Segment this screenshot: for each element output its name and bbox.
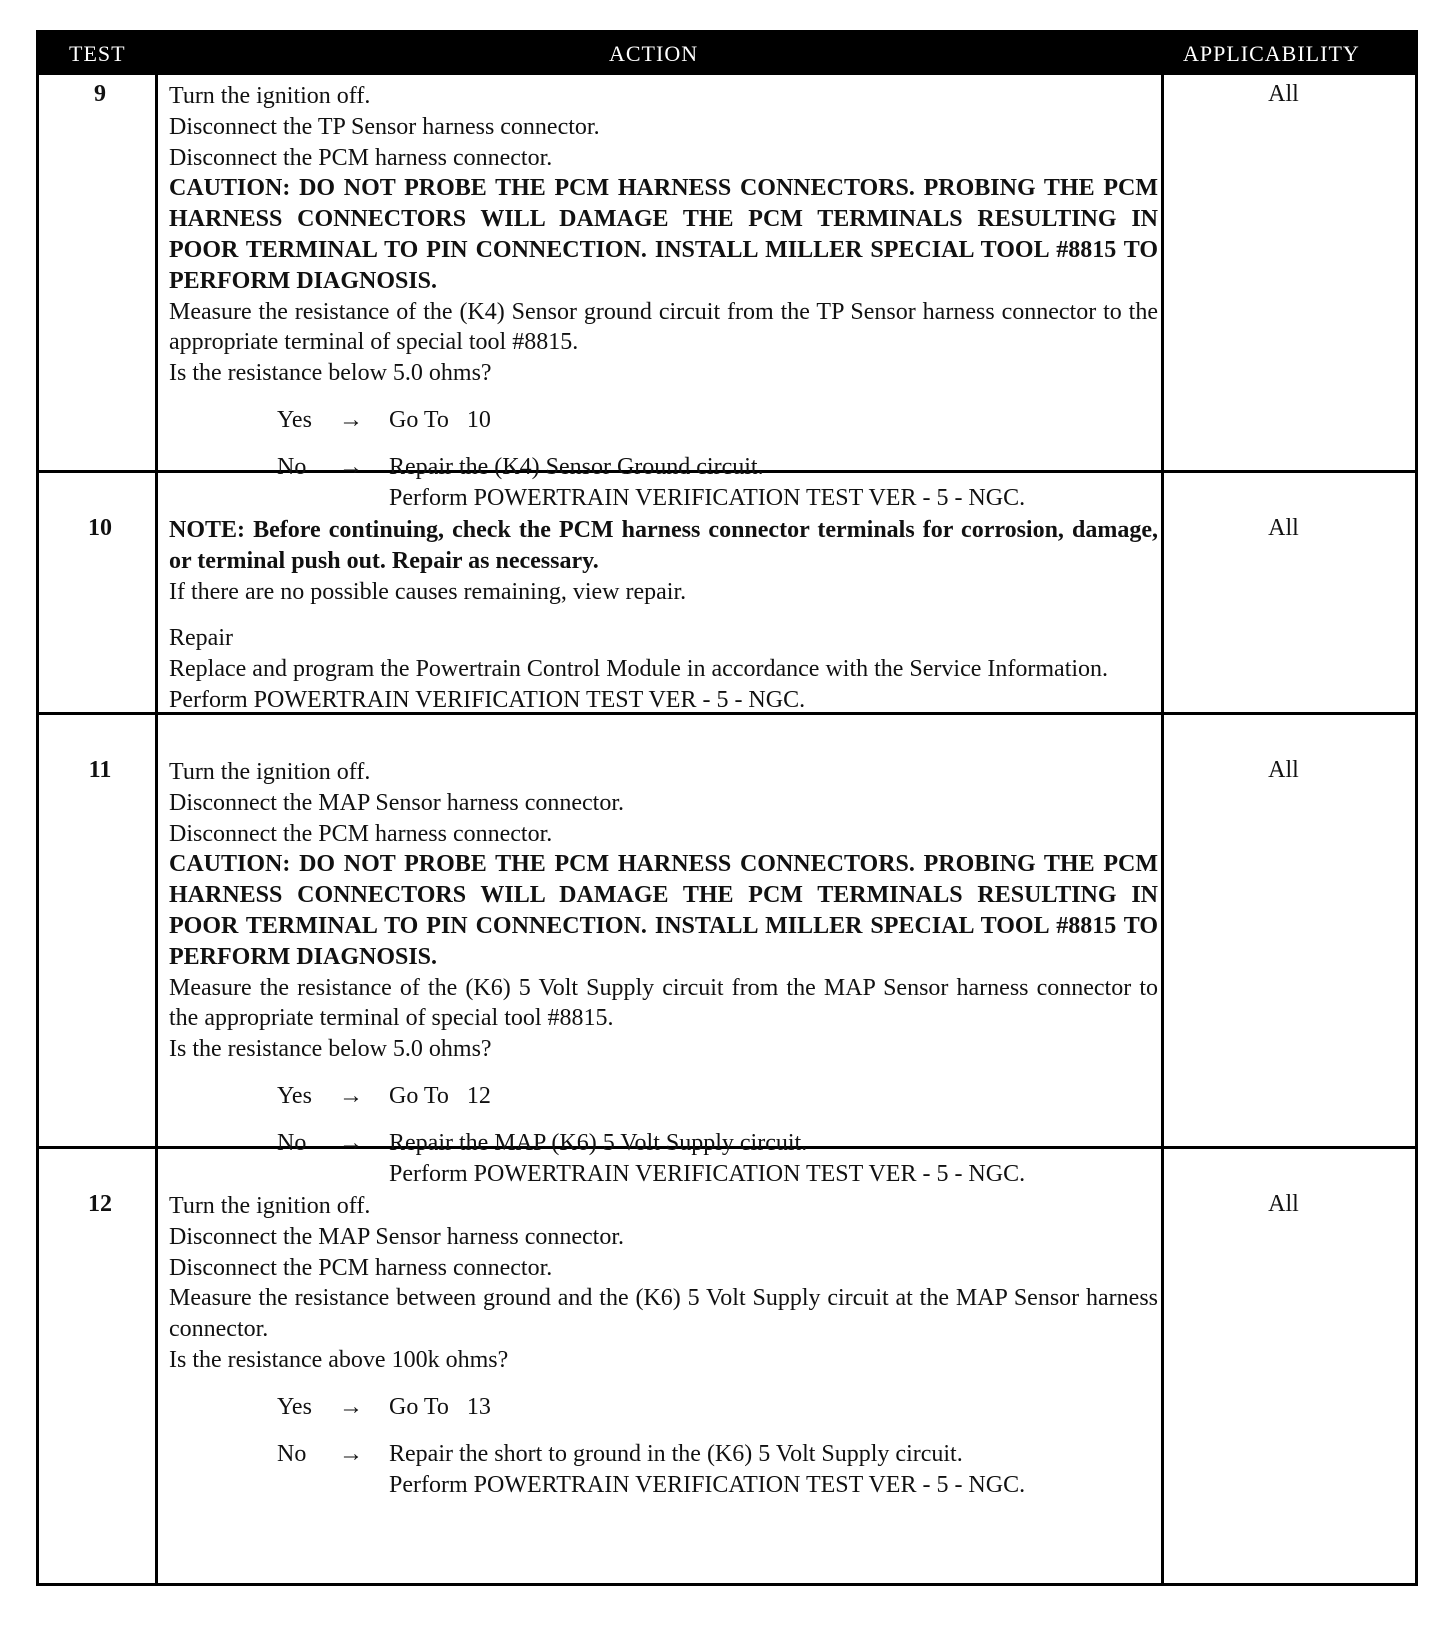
- measure-text: Measure the resistance of the (K4) Sensor ground circuit from the TP Sensor harness connector to the appropriate terminal of special tool #8815.: [169, 298, 1158, 356]
- arrow-right-icon: →: [339, 1129, 363, 1156]
- arrow-right-icon: →: [339, 1440, 363, 1467]
- yes-branch: [169, 405, 1158, 436]
- no-result-verify: Perform POWERTRAIN VERIFICATION TEST VER - 5 - NGC.: [389, 1471, 1026, 1498]
- arrow-right-icon: →: [339, 453, 363, 480]
- yes-label: Yes: [277, 1393, 312, 1420]
- yes-branch: [169, 1081, 1158, 1112]
- step-line: Disconnect the MAP Sensor harness connector.: [169, 1223, 625, 1250]
- question-text: Is the resistance below 5.0 ohms?: [169, 1036, 492, 1063]
- action-cell-11: [169, 757, 1158, 1190]
- test-number-9: 9: [94, 81, 106, 107]
- repair-label: Repair: [169, 625, 233, 652]
- no-result: Repair the (K4) Sensor Ground circuit.: [389, 453, 764, 480]
- column-divider-action: [1161, 33, 1164, 1583]
- repair-verify: Perform POWERTRAIN VERIFICATION TEST VER - 5 - NGC.: [169, 686, 806, 713]
- header-action: ACTION: [609, 41, 699, 66]
- step-line: Turn the ignition off.: [169, 1193, 371, 1219]
- arrow-right-icon: →: [339, 406, 363, 433]
- yes-label: Yes: [277, 1082, 312, 1109]
- step-line: If there are no possible causes remaining, view repair.: [169, 578, 687, 605]
- note-text: NOTE: Before continuing, check the PCM harness connector terminals for corrosion, damage, or terminal push out. Repair as necessary.: [169, 517, 1158, 574]
- arrow-right-icon: →: [339, 1082, 363, 1109]
- no-label: No: [277, 1440, 307, 1467]
- no-result-verify: Perform POWERTRAIN VERIFICATION TEST VER - 5 - NGC.: [389, 484, 1026, 511]
- no-branch: [169, 1128, 1158, 1190]
- no-label: No: [277, 1129, 307, 1156]
- applicability-12: All: [1268, 1191, 1299, 1217]
- header-test: TEST: [69, 41, 126, 66]
- measure-text: Measure the resistance between ground and the (K6) 5 Volt Supply circuit at the MAP Sensor harness connector.: [169, 1285, 1158, 1343]
- repair-text: Replace and program the Powertrain Control Module in accordance with the Service Information.: [169, 656, 1109, 683]
- applicability-10: All: [1268, 515, 1299, 541]
- test-number-11: 11: [88, 757, 112, 783]
- applicability-9: All: [1268, 81, 1299, 107]
- step-line: Disconnect the MAP Sensor harness connector.: [169, 789, 625, 816]
- column-divider-test: [155, 33, 158, 1583]
- yes-branch: [169, 1392, 1158, 1423]
- step-line: Turn the ignition off.: [169, 83, 371, 109]
- caution-text: CAUTION: DO NOT PROBE THE PCM HARNESS CONNECTORS. PROBING THE PCM HARNESS CONNECTORS WILL DAMAGE THE PCM TERMINALS RESULTING IN POOR TERMINAL TO PIN CONNECTION. INSTALL MILLER SPECIAL TOOL #8815 TO PERFORM DIAGNOSIS.: [169, 851, 1158, 970]
- no-branch: [169, 1439, 1158, 1501]
- question-text: Is the resistance below 5.0 ohms?: [169, 360, 492, 387]
- step-line: Disconnect the PCM harness connector.: [169, 1254, 553, 1281]
- yes-label: Yes: [277, 406, 312, 433]
- caution-text: CAUTION: DO NOT PROBE THE PCM HARNESS CONNECTORS. PROBING THE PCM HARNESS CONNECTORS WILL DAMAGE THE PCM TERMINALS RESULTING IN POOR TERMINAL TO PIN CONNECTION. INSTALL MILLER SPECIAL TOOL #8815 TO PERFORM DIAGNOSIS.: [169, 175, 1158, 294]
- test-number-10: 10: [88, 515, 112, 541]
- test-number-12: 12: [88, 1191, 112, 1217]
- yes-result: Go To 12: [389, 1082, 491, 1109]
- yes-result: Go To 13: [389, 1393, 491, 1420]
- action-cell-9: [169, 81, 1158, 514]
- diagnostic-table: [36, 30, 1418, 1586]
- applicability-11: All: [1268, 757, 1299, 783]
- arrow-right-icon: →: [339, 1393, 363, 1420]
- action-cell-10: [169, 515, 1158, 716]
- yes-result: Go To 10: [389, 406, 491, 433]
- no-result-verify: Perform POWERTRAIN VERIFICATION TEST VER - 5 - NGC.: [389, 1160, 1026, 1187]
- header-applicability: APPLICABILITY: [1183, 41, 1360, 66]
- step-line: Disconnect the PCM harness connector.: [169, 820, 553, 847]
- no-result: Repair the MAP (K6) 5 Volt Supply circuit.: [389, 1129, 808, 1156]
- step-line: Turn the ignition off.: [169, 759, 371, 785]
- no-result: Repair the short to ground in the (K6) 5 Volt Supply circuit.: [389, 1440, 963, 1467]
- measure-text: Measure the resistance of the (K6) 5 Volt Supply circuit from the MAP Sensor harness connector to the appropriate terminal of special tool #8815.: [169, 974, 1158, 1032]
- action-cell-12: [169, 1191, 1158, 1501]
- step-line: Disconnect the PCM harness connector.: [169, 144, 553, 171]
- no-branch: [169, 452, 1158, 514]
- step-line: Disconnect the TP Sensor harness connector.: [169, 113, 600, 140]
- table-header: [39, 33, 1415, 75]
- question-text: Is the resistance above 100k ohms?: [169, 1346, 509, 1373]
- no-label: No: [277, 453, 307, 480]
